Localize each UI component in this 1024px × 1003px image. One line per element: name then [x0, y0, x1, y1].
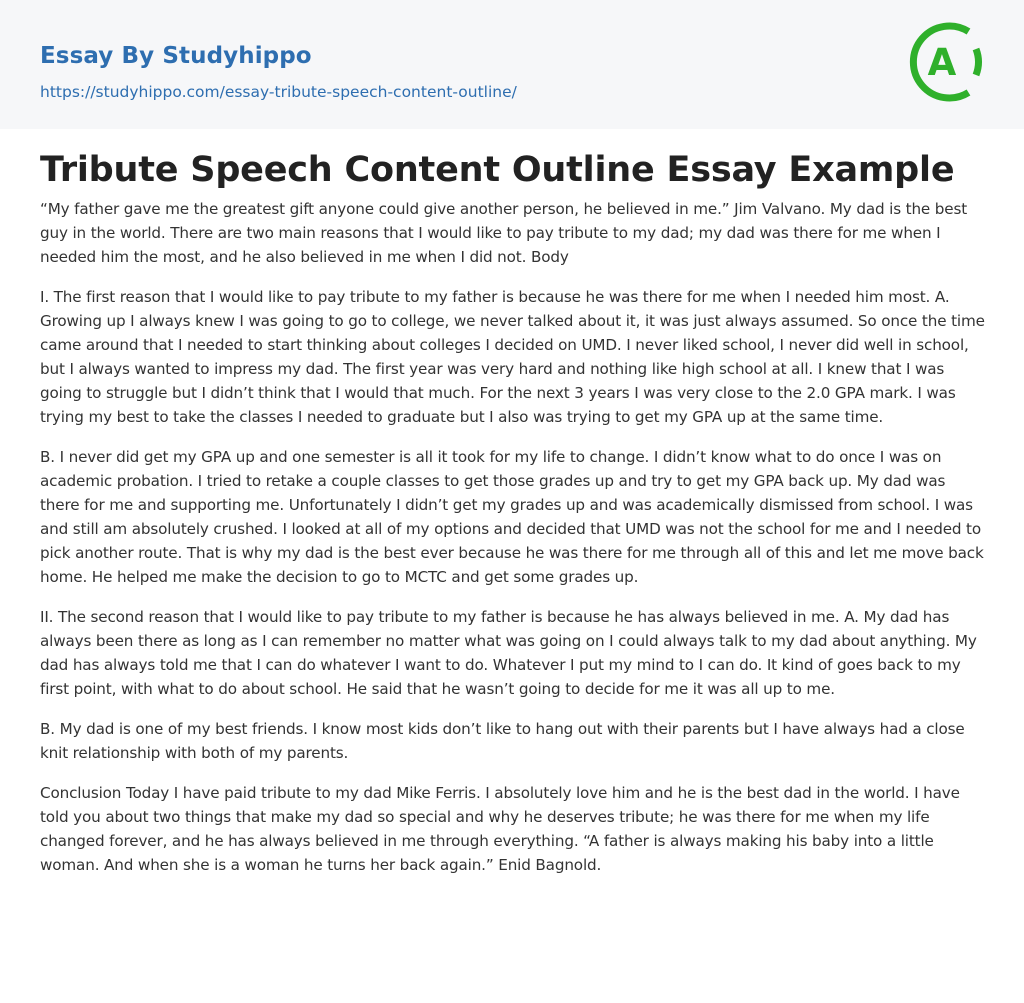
paragraph-point-1a: I. The first reason that I would like to pay tribute to my father is because he was there for me when I needed him most. A. Growing up I always knew I was going to go to college, we never talked about it, it was just always assumed. So once the time came around that I needed to start thinking about colleges I decided on UMD. I never liked school, I never did well in school, but I always wanted to impress my dad. The first year was very hard and nothing like high school at all. I knew that I was going to struggle but I didn’t think that I would that much. For the next 3 years I was very close to the 2.0 GPA mark. I was trying my best to take the classes I needed to graduate but I also was trying to get my GPA up at the same time.	[40, 288, 985, 426]
logo-svg	[899, 19, 985, 105]
page-url-link[interactable]: https://studyhippo.com/essay-tribute-speech-content-outline/	[40, 83, 517, 101]
article-title: Tribute Speech Content Outline Essay Example	[40, 150, 955, 190]
logo-letter: A	[927, 41, 957, 84]
site-header	[0, 0, 1024, 129]
paragraph-conclusion: Conclusion Today I have paid tribute to my dad Mike Ferris. I absolutely love him and he is the best dad in the world. I have told you about two things that make my dad so special and why he deserves tribute; he was there for me when my life changed forever, and he has always believed in me through everything. “A father is always making his baby into a little woman. And when she is a woman he turns her back again.” Enid Bagnold.	[40, 784, 960, 874]
brand-title[interactable]: Essay By Studyhippo	[40, 43, 312, 69]
article	[0, 147, 1024, 877]
paragraph-point-2a: II. The second reason that I would like to pay tribute to my father is because he has always believed in me. A. My dad has always been there as long as I can remember no matter what was going on I could always talk to my dad about anything. My dad has always told me that I can do whatever I want to do. Whatever I put my mind to I can do. It kind of goes back to my first point, with what to do about school. He said that he wasn’t going to decide for me it was all up to me.	[40, 608, 977, 698]
paragraph-point-1b: B. I never did get my GPA up and one semester is all it took for my life to change. I didn’t know what to do once I was on academic probation. I tried to retake a couple classes to get those grades up and try to get my GPA back up. My dad was there for me and supporting me. Unfortunately I didn’t get my grades up and was academically dismissed from school. I was and still am absolutely crushed. I looked at all of my options and decided that UMD was not the school for me and I needed to pick another route. That is why my dad is the best ever because he was there for me through all of this and let me move back home. He helped me make the decision to go to MCTC and get some grades up.	[40, 448, 984, 586]
paragraph-intro: “My father gave me the greatest gift anyone could give another person, he believed in me.” Jim Valvano. My dad is the best guy in the world. There are two main reasons that I would like to pay tribute to my dad; my dad was there for me when I needed him the most, and he also believed in me when I did not. Body	[40, 200, 968, 266]
paragraph-point-2b: B. My dad is one of my best friends. I know most kids don’t like to hang out with their parents but I have always had a close knit relationship with both of my parents.	[40, 720, 965, 762]
studyhippo-logo-icon[interactable]	[899, 19, 985, 105]
